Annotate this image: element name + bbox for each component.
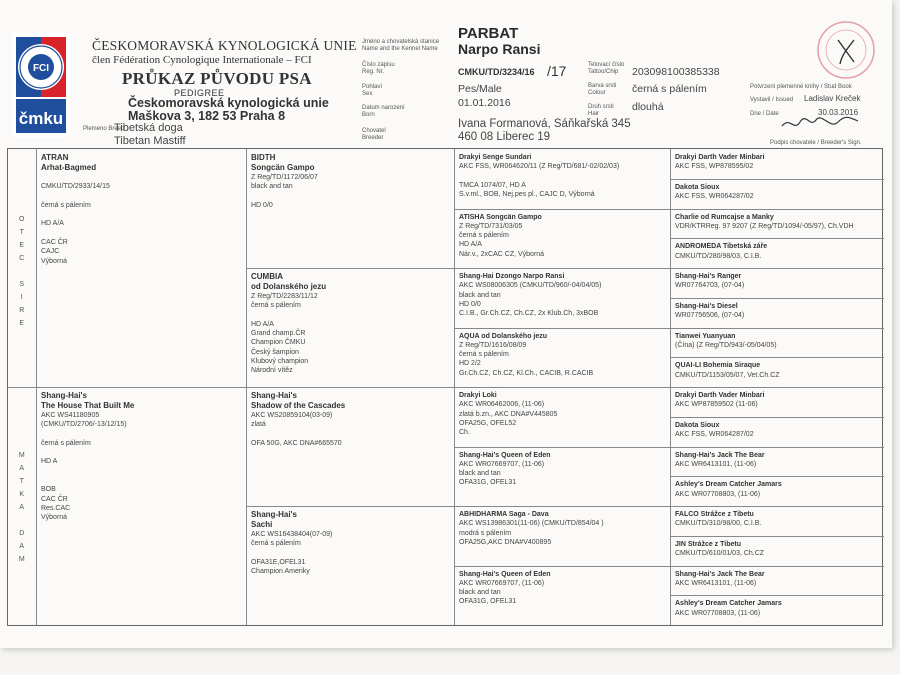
ancestor-detail [41,192,243,201]
ancestor-name: ATISHA Songcän Gampo [459,213,542,221]
pedigree-table [7,148,883,626]
ancestor-detail: AKC WR07669707, (11-06) [459,579,545,587]
gen3-ancestor-cell [459,391,667,445]
breeder-name: Ivana Formanová, Sáňkařská 345 [458,118,631,130]
ancestor-detail: AKC FSS, WP878595/02 [675,163,754,171]
ancestor-detail [41,430,243,439]
ancestor-detail: Z Reg/TD/1616/08/09 [459,341,527,349]
issue-date: 30.03.2016 [818,108,859,117]
ancestor-name: Shang-Hai's [251,510,297,519]
ancestor-detail [41,448,243,457]
gen1-ancestor-cell [41,391,243,623]
ancestor-detail: OFA25G,AKC DNA#V400895 [459,538,552,546]
sire_side-letter: O [19,216,25,223]
ancestor-name: ANDROMÉDA Tibetská záře [675,243,768,251]
ancestor-detail: CMKU/TD/280/98/03, C.I.B. [675,252,762,260]
sex-value: Pes/Male [458,83,502,95]
gen4-ancestor-cell [675,361,881,385]
ancestor-detail: Ch. [459,429,470,437]
gen4-ancestor-cell [675,213,881,237]
ancestor-detail: AKC WR6413101, (11-06) [675,579,757,587]
sire_side-letter: R [19,307,25,314]
ancestor-detail: CAJC [41,248,60,256]
breeder-sign-label: Podpis chovatele / Breeder's Sign. [770,140,862,146]
dam_side-letter: A [19,504,25,511]
ancestor-detail: black and tan [459,589,501,597]
ancestor-detail: CAC ČR [41,495,68,503]
breed-label: Plemeno Breed [83,126,125,132]
ancestor-detail [251,430,451,439]
reg-label: Číslo zápisu Reg. Nr. [362,62,395,75]
ancestor-detail: černá s pálením [251,302,301,310]
ancestor-detail [41,467,243,476]
ancestor-detail: AKC WS08006305 (CMKU/TD/960/-04/04/05) [459,282,602,290]
ancestor-detail: Národní vítěz [251,367,293,375]
row-divider [246,506,884,507]
signature-icon [780,112,860,134]
hair-value: dlouhá [632,101,664,113]
ancestor-name: Dakota Sioux [675,421,720,429]
ancestor-detail: CMKU/TD/1153/05/07, Vet.Ch.CZ [675,371,780,379]
ancestor-detail: černá s pálením [41,439,91,447]
gen4-ancestor-cell [675,242,881,266]
gen3-ancestor-cell [459,272,667,326]
dam_side-letter: T [19,478,25,485]
ancestor-detail: Nár.v., 2xCAC CZ, Výborná [459,250,545,258]
ancestor-detail: (CMKU/TD/2706/-13/12/15) [41,421,127,429]
dam_side-letter: K [19,491,25,498]
gen4-ancestor-cell [675,451,881,475]
ancestor-detail [251,192,451,201]
ancestor-detail: CAC ČR [41,239,68,247]
chip-number: 203098100385338 [632,66,720,78]
ancestor-detail: WR07756506, (07-04) [675,312,745,320]
ancestor-detail: AKC WR6413101, (11-06) [675,460,757,468]
gen4-ancestor-cell [675,153,881,177]
document-title: PRŮKAZ PŮVODU PSA [122,69,312,88]
ancestor-detail: Champion ČMKU [251,339,306,347]
ancestor-detail: zlatá [251,421,266,429]
ancestor-name: od Dolanského jezu [251,282,327,291]
dam-side-label [8,449,36,566]
ancestor-detail [251,549,451,558]
born-value: 01.01.2016 [458,97,511,109]
ancestor-detail: HD 0/0 [459,300,481,308]
gen4-ancestor-cell [675,183,881,207]
ancestor-name: ABHIDHARMA Saga - Dava [459,511,549,518]
ancestor-detail: HD A/A [459,241,482,249]
issued-label: Vystavil / Issued [750,97,794,103]
ancestor-name: Drakyi Loki [459,392,497,399]
gen2-ancestor-cell [251,510,451,623]
fci-member-line: člen Fédération Cynologique Internationale – FCI [92,54,312,66]
gen2-ancestor-cell [251,153,451,266]
row-divider [670,536,884,537]
dam_side-letter [8,514,36,527]
colour-label: Barva srsti Colour [588,83,617,96]
ancestor-name: Arhat-Bagmed [41,163,97,172]
born-label: Datum narození Born [362,105,405,118]
row-divider [454,209,884,210]
gen4-ancestor-cell [675,272,881,296]
ancestor-detail: AKC WS20859104(03-09) [251,412,333,419]
ancestor-detail: OFA31E,OFEL31 [251,558,306,566]
gen3-ancestor-cell [459,332,667,386]
sire_side-letter: C [19,255,25,262]
row-divider [670,298,884,299]
ancestor-detail: HD A/A [41,220,64,228]
ancestor-detail: HD 2/2 [459,360,481,368]
logo-cmku-text: čmku [18,109,64,128]
ancestor-detail: černá s pálením [41,201,91,209]
ancestor-detail: Český šampion [251,348,299,356]
row-divider [8,387,884,388]
row-divider [670,357,884,358]
gen4-ancestor-cell [675,421,881,445]
row-divider [670,417,884,418]
ancestor-name: Shang-Hai's [251,391,297,400]
ancestor-detail: Champion Ameriky [251,568,310,576]
sire_side-letter: E [19,320,25,327]
gen4-ancestor-cell [675,302,881,326]
gen3-ancestor-cell [459,451,667,505]
ancestor-name: Sachi [251,520,273,529]
dam_side-letter: A [19,543,25,550]
gen4-ancestor-cell [675,480,881,504]
ancestor-name: Shadow of the Cascades [251,401,346,410]
ancestor-detail: black and tan [459,470,501,478]
ancestor-name: Drakyi Darth Vader Minbari [675,392,765,399]
gen4-ancestor-cell [675,391,881,415]
dam_side-letter: M [18,452,26,459]
ancestor-detail [251,311,451,320]
name-label: Jméno a chovatelská stanice Name and the Kennel Name [362,39,440,52]
row-divider [670,179,884,180]
gen2-ancestor-cell [251,272,451,385]
ancestor-name: JIN Strážce z Tibetu [675,540,742,548]
ancestor-detail: zlatá b.zn., AKC DNA#V445805 [459,410,558,418]
ancestor-detail: modrá s pálením [459,529,512,537]
ancestor-name: Dakota Sioux [675,183,720,191]
ancestor-name: CUMBIA [251,272,283,281]
ancestor-detail [459,172,667,181]
logo-fci-text: FCI [32,63,50,74]
ancestor-name: ATRAN [41,153,69,162]
gen4-ancestor-cell [675,540,881,564]
row-divider [670,595,884,596]
ancestor-detail: Klubový champion [251,358,309,366]
ancestor-detail: OFA31G, OFEL31 [459,479,517,487]
ancestor-name: Ashley's Dream Catcher Jamars [675,600,782,608]
document-subtitle: PEDIGREE [174,88,225,98]
ancestor-name: Tianwei Yuanyuan [675,332,736,340]
ancestor-name: Shang-Hai's Jack The Bear [675,451,765,459]
hair-label: Druh srsti Hair [588,104,614,117]
ancestor-detail: AKC WR07708803, (11-06) [675,490,761,498]
ancestor-detail: TMCA 1074/07, HD A [459,181,526,189]
ancestor-detail: AKC WR07708803, (11-06) [675,609,761,617]
ancestor-detail: Z Reg/TD/2283/11/12 [251,293,318,300]
sire_side-letter: T [19,229,25,236]
dam_side-letter: D [19,530,25,537]
breeder-city: 460 08 Liberec 19 [458,131,551,143]
ancestor-detail: AKC WS41180905 [41,412,100,419]
ancestor-detail: AKC WP87859502 (11-06) [675,401,758,409]
ancestor-detail: černá s pálením [459,351,509,359]
dam_side-letter: A [19,465,25,472]
ancestor-name: QUAI-LI Bohemia Siraque [675,362,761,370]
org-name: ČESKOMORAVSKÁ KYNOLOGICKÁ UNIE [92,38,357,53]
ancestor-detail [41,173,243,182]
ancestor-detail: Grand champ.ČR [251,330,306,338]
sire_side-letter: S [19,281,25,288]
row-divider [670,476,884,477]
sire_side-letter: I [20,294,24,301]
gen1-ancestor-cell [41,153,243,385]
ancestor-name: Shang-Hai's [41,391,87,400]
row-divider [454,566,884,567]
date-label: Dne / Date [750,111,779,117]
reg-suffix: /17 [547,63,567,79]
breeder-label: Chovatel Breeder [362,128,386,141]
ancestor-detail: Výborná [41,514,68,522]
ancestor-detail: Res.CAC [41,504,71,512]
ancestor-detail: AKC FSS, WR064620/11 (Z Reg/TD/681/-02/02/03) [459,163,620,171]
dog-name-line1: PARBAT [458,25,519,42]
cmku-fci-logo [12,33,70,137]
ancestor-detail [41,229,243,238]
dam_side-letter: M [18,556,26,563]
ancestor-detail: VDR/KTRReg. 97 9207 (Z Reg/TD/1094/-05/97), Ch.VDH [675,222,854,230]
ancestor-detail: OFA25G, OFEL52 [459,419,517,427]
ancestor-detail: HD A/A [251,320,274,328]
ancestor-detail: OFA31G, OFEL31 [459,598,517,606]
ancestor-detail: CMKU/TD/610/01/03, Ch.CZ [675,550,765,558]
sire_side-letter: E [19,242,25,249]
ancestor-detail: black and tan [459,291,501,299]
gen3-ancestor-cell [459,570,667,624]
ancestor-detail: HD A [41,458,58,466]
ancestor-name: Songcän Gampo [251,163,315,172]
ancestor-detail: black and tan [251,183,293,191]
ancestor-detail: BOB [41,486,56,494]
ancestor-name: The House That Built Me [41,401,135,410]
org-address: Maškova 3, 182 53 Praha 8 [128,109,286,123]
ancestor-detail: černá s pálením [251,540,301,548]
ancestor-name: FALCO Strážce z Tibetu [675,511,754,518]
row-divider [246,268,884,269]
ancestor-name: Drakyi Senge Sundari [459,154,532,161]
ancestor-detail: CMKU/TD/2933/14/15 [41,183,110,191]
ancestor-detail: Z Reg/TD/1172/06/07 [251,174,318,181]
breed-en: Tibetan Mastiff [114,135,186,147]
ancestor-detail: Gr.Ch.CZ, Ch.CZ, Kl.Ch., CACIB, R.CACIB [459,369,594,377]
ancestor-detail: CMKU/TD/310/98/00, C.I.B. [675,520,762,528]
ancestor-name: Charlie od Rumcajse a Manky [675,213,774,221]
ancestor-detail: Z Reg/TD/731/03/05 [459,222,523,230]
ancestor-detail: OFA 50G, AKC DNA#665570 [251,439,342,447]
ancestor-detail: HD 0/0 [251,201,273,209]
ancestor-name: Shang-Hai's Jack The Bear [675,570,765,578]
ancestor-name: Ashley's Dream Catcher Jamars [675,481,782,489]
tattoo-label: Tetovací číslo Tattoo/Chip [588,62,625,75]
ancestor-detail: AKC FSS, WR064287/02 [675,193,754,201]
ancestor-name: Shang-Hai Dzongo Narpo Ransi [459,273,565,280]
ancestor-detail: C.I.B., Gr.Ch.CZ, Ch.CZ, 2x Klub.Ch, 3xBOB [459,310,599,318]
official-stamp-icon [814,18,878,82]
ancestor-name: Shang-Hai's Queen of Eden [459,570,551,578]
gen4-ancestor-cell [675,510,881,534]
ancestor-name: Drakyi Darth Vader Minbari [675,154,765,161]
row-divider [670,238,884,239]
row-divider [454,447,884,448]
ancestor-detail: S.v.ml., BOB, Nej.pes pl., CAJC D, Výborná [459,191,595,199]
gen3-ancestor-cell [459,213,667,267]
ancestor-name: BIDTH [251,153,276,162]
gen3-ancestor-cell [459,510,667,564]
gen3-ancestor-cell [459,153,667,207]
dog-name-line2: Narpo Ransi [458,41,541,57]
ancestor-detail [41,210,243,219]
colour-value: černá s pálením [632,83,707,95]
studbook-label: Potvrzení plemenné knihy / Stud Book [750,84,852,90]
ancestor-detail: černá s pálením [459,232,509,240]
ancestor-detail [41,476,243,485]
org-name-address-line1: Českomoravská kynologická unie [128,96,329,110]
gen4-ancestor-cell [675,570,881,594]
ancestor-name: Shang-Hai's Ranger [675,273,742,280]
ancestor-detail: Výborná [41,257,68,265]
ancestor-detail: (Čína) (Z Reg/TD/943/-05/04/05) [675,341,777,349]
sire-side-label [8,213,36,330]
reg-number: CMKU/TD/3234/16 [458,67,535,77]
sex-label: Pohlaví Sex [362,84,383,97]
issued-by: Ladislav Kreček [804,94,861,103]
ancestor-detail: WR07764703, (07-04) [675,282,745,290]
sire_side-letter [8,265,36,278]
breed-cz: Tibetská doga [114,122,183,134]
ancestor-detail: AKC WR06462006, (11-06) [459,401,545,409]
ancestor-name: Shang-Hai's Diesel [675,302,738,310]
ancestor-detail: AKC WS16438404(07-09) [251,531,333,538]
ancestor-detail: AKC WR07669707, (11-06) [459,460,545,468]
row-divider [454,328,884,329]
gen4-ancestor-cell [675,599,881,623]
gen2-ancestor-cell [251,391,451,504]
ancestor-detail: AKC WS13986301(11-06) (CMKU/TD/854/04 ) [459,520,604,528]
gen4-ancestor-cell [675,332,881,356]
ancestor-name: Shang-Hai's Queen of Eden [459,451,551,459]
ancestor-detail: AKC FSS, WR064287/02 [675,431,754,439]
ancestor-name: AQUA od Dolanského jezu [459,332,548,340]
